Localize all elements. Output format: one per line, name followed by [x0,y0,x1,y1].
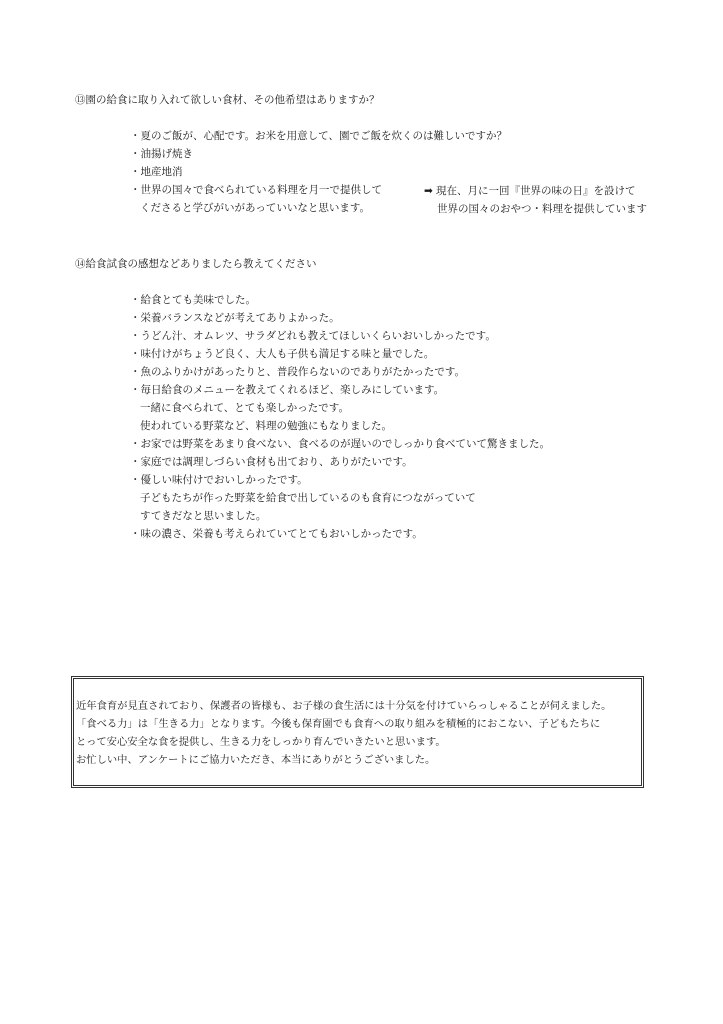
list-item-continuation: くださると学びがいがあっていいなと思います。 [140,202,371,214]
list-item: ・世界の国々で食べられている料理を月一で提供して [130,184,382,196]
question-14-answers [130,291,550,543]
question-13-heading: ⑬園の給食に取り入れて欲しい食材、その他希望はありますか？ [75,94,380,106]
closing-line: お忙しい中、アンケートにご協力いただき、本当にありがとうございました。 [76,754,436,766]
list-item-continuation: 子どもたちが作った野菜を給食で出しているのも食育につながっていて [140,492,476,504]
closing-line: とって安心安全な食を提供し、生きる力をしっかり育んでいきたいと思います。 [76,736,446,748]
list-item: ・味付けがちょうど良く、大人も子供も満足する味と量でした。 [130,348,435,360]
list-item: ・お家では野菜をあまり食べない、食べるのが遅いのでしっかり食べていて驚きました。 [130,438,550,450]
list-item-continuation: 使われている野菜など、料理の勉強にもなりました。 [140,420,392,432]
list-item: ・油揚げ焼き [130,148,193,160]
list-item: ・給食とても美味でした。 [130,294,256,306]
question-14-heading: ⑭給食試食の感想などありましたら教えてください [75,258,317,270]
list-item: ・家庭では調理しづらい食材も出ており、ありがたいです。 [130,456,413,468]
list-item: ・地産地消 [130,166,183,178]
list-item: ・毎日給食のメニューを教えてくれるほど、楽しみにしています。 [130,384,445,396]
list-item-continuation: すてきだなと思いました。 [140,510,267,522]
list-item: ・優しい味付けでおいしかったです。 [130,474,308,486]
list-item: ・うどん汁、オムレツ、サラダどれも教えてほしいくらいおいしかったです。 [130,330,496,342]
closing-message-box [71,676,644,788]
reply-note [424,182,647,218]
list-item: ・夏のご飯が、心配です。お米を用意して、園でご飯を炊くのは難しいですか？ [130,130,507,142]
reply-line-2: 世界の国々のおやつ・料理を提供しています [437,203,647,215]
list-item: ・味の濃さ、栄養も考えられていてとてもおいしかったです。 [130,528,423,540]
closing-line: 「食べる力」は「生きる力」となります。今後も保育園でも食育への取り組みを積極的におこない、子どもたちに [76,718,601,730]
list-item-continuation: 一緒に食べられて、とても楽しかったです。 [140,402,349,414]
list-item: ・魚のふりかけがあったりと、普段作らないのでありがたかったです。 [130,366,466,378]
reply-line-1: 現在、月に一回『世界の味の日』を設けて [436,185,636,197]
arrow-right-icon: ➡ [424,185,433,197]
list-item: ・栄養バランスなどが考えてありよかった。 [130,312,340,324]
closing-line: 近年食育が見直されており、保護者の皆様も、お子様の食生活には十分気を付けていらっしゃることが伺えました。 [76,700,612,712]
